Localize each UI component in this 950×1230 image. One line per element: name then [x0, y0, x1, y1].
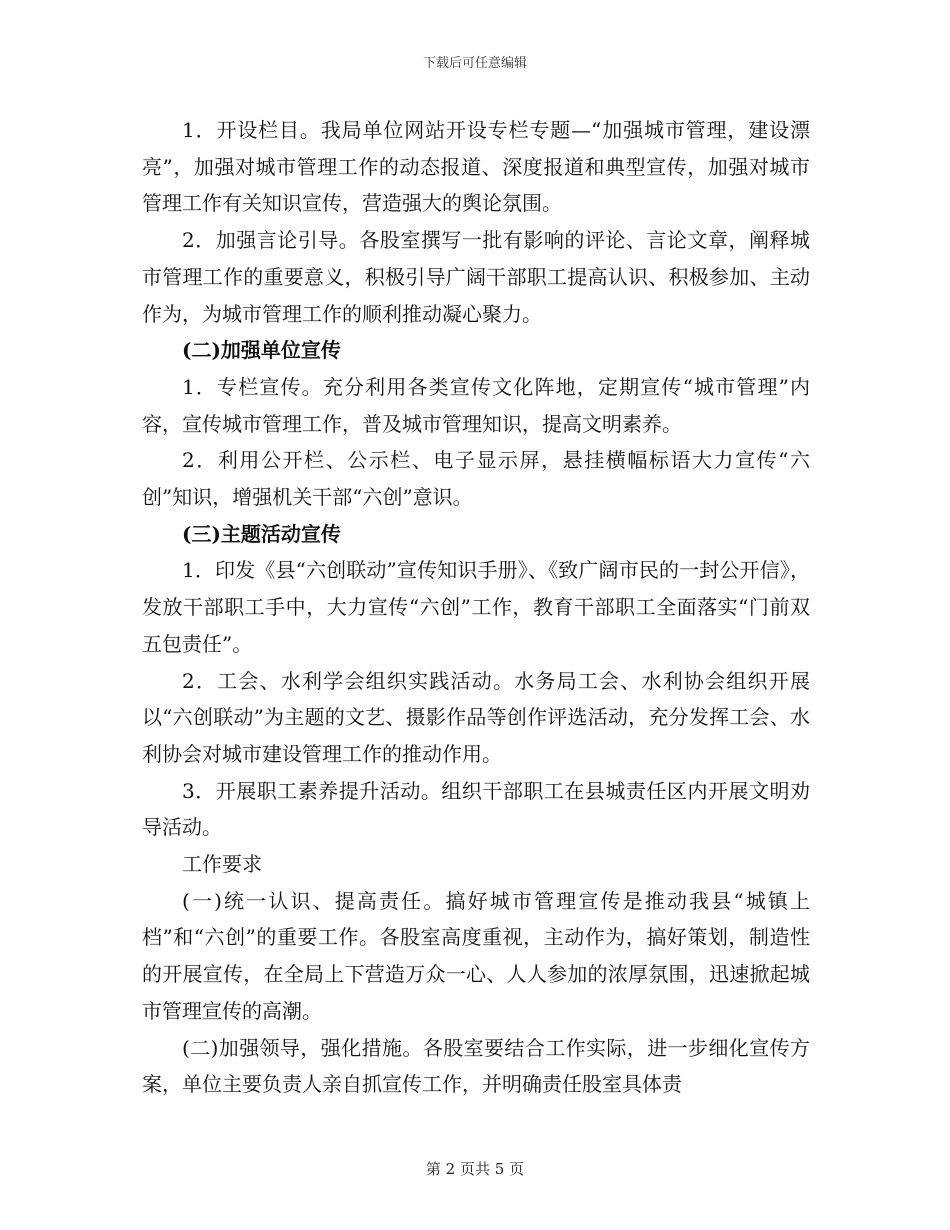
paragraph: 1．专栏宣传。充分利用各类宣传文化阵地，定期宣传“城市管理”内容，宣传城市管理工作，普及城市管理知识，提高文明素养。: [142, 374, 810, 436]
paragraph: 2．利用公开栏、公示栏、电子显示屏，悬挂横幅标语大力宣传“六创”知识，增强机关干部“六创”意识。: [142, 448, 810, 510]
paragraph: (一)统一认识、提高责任。搞好城市管理宣传是推动我县“城镇上档”和“六创”的重要工作。各股室高度重视，主动作为，搞好策划，制造性的开展宣传，在全局上下营造万众一心、人人参加的浓厚氛围，迅速掀起城市管理宣传的高潮。: [142, 888, 810, 1023]
paragraph: 3．开展职工素养提升活动。组织干部职工在县城责任区内开展文明劝导活动。: [142, 778, 810, 840]
paragraph: 1．印发《县“六创联动”宣传知识手册》、《致广阔市民的一封公开信》，发放干部职工手中，大力宣传“六创”工作，教育干部职工全面落实“门前双五包责任”。: [142, 558, 810, 656]
section-title: 工作要求: [182, 852, 262, 877]
page-footer: 第 2 页共 5 页: [425, 1160, 525, 1178]
paragraph: 1．开设栏目。我局单位网站开设专栏专题—“加强城市管理，建设漂亮”，加强对城市管理工作的动态报道、深度报道和典型宣传，加强对城市管理工作有关知识宣传，营造强大的舆论氛围。: [142, 118, 810, 216]
paragraph: 2．加强言论引导。各股室撰写一批有影响的评论、言论文章，阐释城市管理工作的重要意义，积极引导广阔干部职工提高认识、积极参加、主动作为，为城市管理工作的顺利推动凝心聚力。: [142, 228, 810, 326]
paragraph: 2．工会、水利学会组织实践活动。水务局工会、水利协会组织开展以“六创联动”为主题的文艺、摄影作品等创作评选活动，充分发挥工会、水利协会对城市建设管理工作的推动作用。: [142, 668, 810, 766]
page-header: 下载后可任意编辑: [422, 56, 527, 71]
document-body: [142, 112, 810, 1103]
section-heading: (三)主题活动宣传: [182, 521, 341, 546]
section-heading: (二)加强单位宣传: [182, 338, 341, 363]
paragraph: (二)加强领导，强化措施。各股室要结合工作实际，进一步细化宣传方案，单位主要负责人亲自抓宣传工作，并明确责任股室具体责: [142, 1035, 810, 1097]
